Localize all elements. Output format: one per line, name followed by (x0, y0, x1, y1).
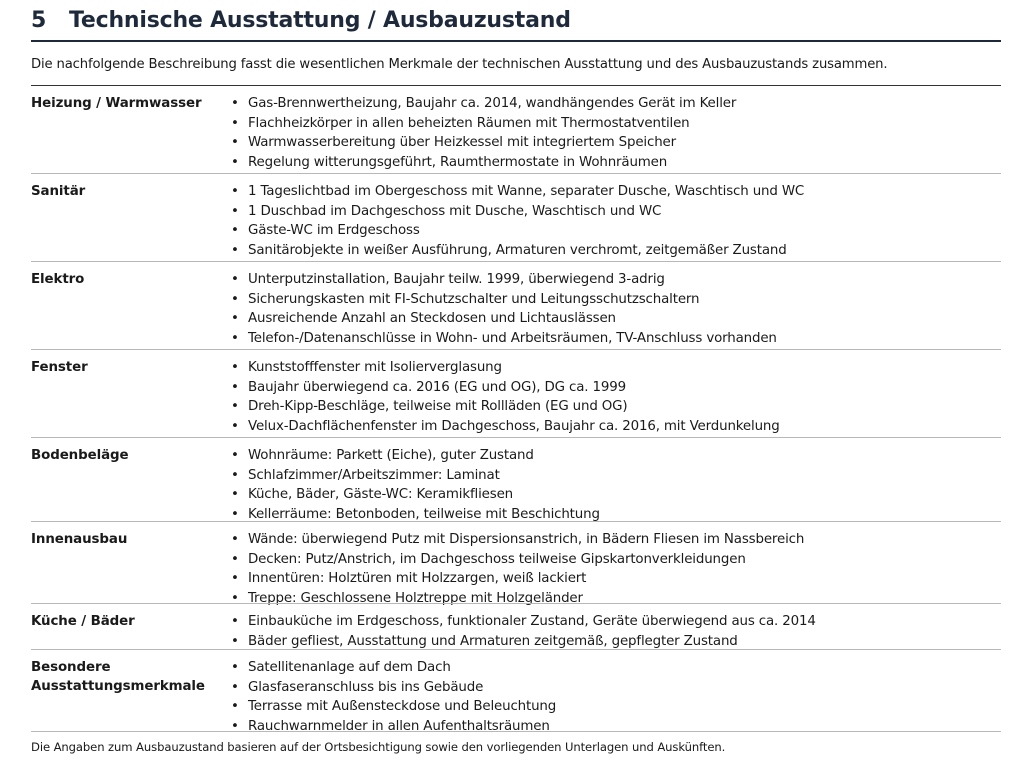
list-item-text: 1 Tageslichtbad im Obergeschoss mit Wanne, separater Dusche, Waschtisch und WC (248, 184, 805, 199)
table-row (31, 437, 1001, 521)
row-label: Heizung / Warmwasser (31, 96, 202, 111)
table-row (31, 603, 1001, 649)
list-item-text: Warmwasserbereitung über Heizkessel mit integriertem Speicher (248, 135, 676, 151)
list-item-text: Kunststofffenster mit Isolierverglasung (248, 360, 502, 375)
list-item-text: Decken: Putz/Anstrich, im Dachgeschoss teilweise Gipskartonverkleidungen (248, 551, 746, 567)
list-item-text: Telefon-/Datenanschlüsse in Wohn- und Arbeitsräumen, TV-Anschluss vorhanden (248, 330, 777, 346)
list-item-text: Dreh-Kipp-Beschläge, teilweise mit Rollläden (EG und OG) (248, 399, 628, 415)
section-heading (31, 6, 1001, 42)
table-row (31, 173, 1001, 261)
row-label: Küche / Bäder (31, 614, 135, 629)
section-title: Technische Ausstattung / Ausbauzustand (69, 8, 571, 33)
bullet-icon: • (231, 399, 239, 415)
list-item-text: Bäder gefliest, Ausstattung und Armaturen zeitgemäß, gepflegter Zustand (248, 633, 738, 649)
list-item (231, 153, 736, 173)
bullet-icon: • (231, 184, 239, 199)
table-bottom-rule (31, 731, 1001, 732)
row-label: Fenster (31, 360, 88, 375)
bullet-icon: • (231, 551, 239, 567)
list-item-text: Wohnräume: Parkett (Eiche), guter Zustand (248, 448, 534, 463)
list-item (231, 466, 600, 486)
row-items (231, 182, 804, 260)
bullet-icon: • (231, 154, 239, 170)
table-row (31, 649, 1001, 734)
bullet-icon: • (231, 96, 239, 111)
bullet-icon: • (231, 590, 239, 606)
list-item (231, 270, 777, 290)
list-item (231, 202, 804, 222)
list-item (231, 446, 600, 466)
bullet-icon: • (231, 115, 239, 131)
list-item-text: Rauchwarnmelder in allen Aufenthaltsräumen (248, 718, 550, 734)
list-item (231, 658, 556, 678)
bullet-icon: • (231, 291, 239, 307)
list-item-text: Wände: überwiegend Putz mit Dispersionsanstrich, in Bädern Fliesen im Nassbereich (248, 532, 805, 547)
bullet-icon: • (231, 360, 239, 375)
row-items (231, 446, 600, 524)
list-item (231, 678, 556, 698)
list-item (231, 569, 804, 589)
row-label: Sanitär (31, 184, 86, 199)
list-item-text: Einbauküche im Erdgeschoss, funktionaler Zustand, Geräte überwiegend aus ca. 2014 (248, 614, 816, 629)
bullet-icon: • (231, 311, 239, 327)
list-item (231, 241, 804, 261)
list-item (231, 550, 804, 570)
bullet-icon: • (231, 679, 239, 695)
table-row (31, 261, 1001, 349)
bullet-icon: • (231, 614, 239, 629)
row-items (231, 94, 736, 172)
bullet-icon: • (231, 448, 239, 463)
list-item (231, 358, 780, 378)
list-item (231, 182, 804, 202)
list-item (231, 309, 777, 329)
list-item-text: Kellerräume: Betonboden, teilweise mit Beschichtung (248, 506, 600, 522)
row-label: Innenausbau (31, 532, 128, 547)
list-item-text: Unterputzinstallation, Baujahr teilw. 1999, überwiegend 3-adrig (248, 272, 665, 287)
list-item-text: Regelung witterungsgeführt, Raumthermostate in Wohnräumen (248, 154, 668, 170)
bullet-icon: • (231, 506, 239, 522)
features-table (31, 85, 1001, 734)
footnote: Die Angaben zum Ausbauzustand basieren auf der Ortsbesichtigung sowie den vorliegenden Unterlagen und Auskünften. (31, 740, 726, 754)
list-item-text: Innentüren: Holztüren mit Holzzargen, weiß lackiert (248, 571, 587, 587)
row-label: Besondere Ausstattungsmerkmale (31, 660, 205, 694)
row-items (231, 270, 777, 348)
section-number: 5 (31, 8, 47, 33)
list-item (231, 290, 777, 310)
bullet-icon: • (231, 467, 239, 483)
list-item-text: Schlafzimmer/Arbeitszimmer: Laminat (248, 467, 500, 483)
list-item (231, 133, 736, 153)
row-items (231, 612, 816, 651)
list-item-text: Terrasse mit Außensteckdose und Beleuchtung (248, 699, 557, 715)
row-label: Bodenbeläge (31, 448, 129, 463)
list-item-text: Glasfaseranschluss bis ins Gebäude (248, 679, 484, 695)
list-item-text: Treppe: Geschlossene Holztreppe mit Holzgeländer (248, 590, 583, 606)
bullet-icon: • (231, 379, 239, 395)
table-row (31, 349, 1001, 437)
row-label: Elektro (31, 272, 85, 287)
list-item (231, 417, 780, 437)
list-item (231, 612, 816, 632)
bullet-icon: • (231, 571, 239, 587)
list-item (231, 221, 804, 241)
bullet-icon: • (231, 223, 239, 239)
bullet-icon: • (231, 487, 239, 503)
list-item-text: 1 Duschbad im Dachgeschoss mit Dusche, Waschtisch und WC (248, 203, 662, 219)
list-item-text: Küche, Bäder, Gäste-WC: Keramikfliesen (248, 487, 514, 503)
list-item (231, 397, 780, 417)
list-item-text: Velux-Dachflächenfenster im Dachgeschoss, Baujahr ca. 2016, mit Verdunkelung (248, 418, 780, 434)
list-item (231, 378, 780, 398)
list-item-text: Sanitärobjekte in weißer Ausführung, Armaturen verchromt, zeitgemäßer Zustand (248, 242, 787, 258)
list-item-text: Baujahr überwiegend ca. 2016 (EG und OG), DG ca. 1999 (248, 379, 626, 395)
bullet-icon: • (231, 633, 239, 649)
list-item-text: Satellitenanlage auf dem Dach (248, 660, 451, 675)
intro-text: Die nachfolgende Beschreibung fasst die wesentlichen Merkmale der technischen Ausstattung und des Ausbauzustands zusammen. (31, 57, 888, 72)
bullet-icon: • (231, 660, 239, 675)
bullet-icon: • (231, 272, 239, 287)
list-item (231, 697, 556, 717)
list-item-text: Ausreichende Anzahl an Steckdosen und Lichtauslässen (248, 311, 616, 327)
bullet-icon: • (231, 330, 239, 346)
list-item-text: Gas-Brennwertheizung, Baujahr ca. 2014, wandhängendes Gerät im Keller (248, 96, 737, 111)
bullet-icon: • (231, 135, 239, 151)
row-items (231, 358, 780, 436)
table-row (31, 521, 1001, 606)
bullet-icon: • (231, 718, 239, 734)
row-items (231, 658, 556, 736)
list-item (231, 530, 804, 550)
bullet-icon: • (231, 699, 239, 715)
list-item-text: Sicherungskasten mit FI-Schutzschalter und Leitungsschutzschaltern (248, 291, 700, 307)
list-item (231, 485, 600, 505)
list-item (231, 717, 556, 737)
list-item (231, 329, 777, 349)
table-row (31, 85, 1001, 173)
bullet-icon: • (231, 532, 239, 547)
bullet-icon: • (231, 242, 239, 258)
bullet-icon: • (231, 203, 239, 219)
list-item-text: Flachheizkörper in allen beheizten Räumen mit Thermostatventilen (248, 115, 690, 131)
list-item (231, 114, 736, 134)
list-item (231, 94, 736, 114)
list-item-text: Gäste-WC im Erdgeschoss (248, 223, 420, 239)
row-items (231, 530, 804, 608)
bullet-icon: • (231, 418, 239, 434)
